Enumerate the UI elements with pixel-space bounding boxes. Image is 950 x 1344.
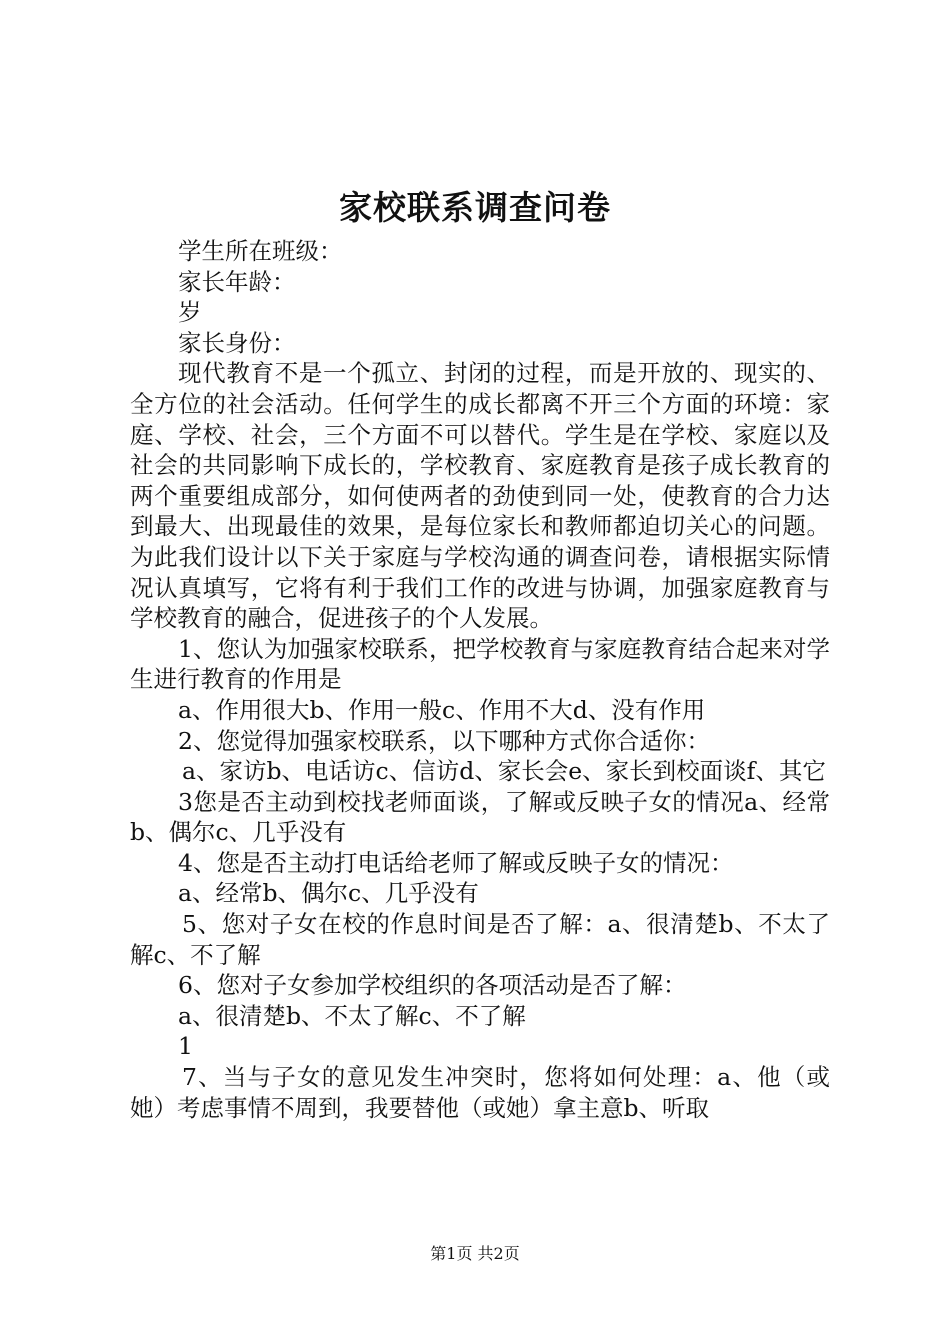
question-1-options: a、作用很大b、作用一般c、作用不大d、没有作用 <box>178 695 706 724</box>
question-7: 7、当与子女的意见发生冲突时，您将如何处理：a、他（或她）考虑事情不周到，我要替他（或她）拿主意b、听取 <box>130 1063 830 1122</box>
question-2: 2、您觉得加强家校联系，以下哪种方式你合适你： <box>178 726 710 755</box>
document-body <box>130 236 830 1123</box>
question-5: 5、您对子女在校的作息时间是否了解：a、很清楚b、不太了解c、不了解 <box>130 910 830 969</box>
question-6-options: a、很清楚b、不太了解c、不了解 <box>178 1001 526 1030</box>
question-2-options: a、家访b、电话访c、信访d、家长会e、家长到校面谈f、其它 <box>182 757 826 786</box>
question-4-options: a、经常b、偶尔c、几乎没有 <box>178 879 479 908</box>
inline-page-number: 1 <box>178 1032 193 1061</box>
field-parent-age: 家长年龄： <box>178 267 296 296</box>
page-footer: 第1页 共2页 <box>430 1244 520 1263</box>
question-3: 3您是否主动到校找老师面谈，了解或反映子女的情况a、经常b、偶尔c、几乎没有 <box>130 787 830 847</box>
question-4: 4、您是否主动打电话给老师了解或反映子女的情况： <box>178 848 734 877</box>
question-1: 1、您认为加强家校联系，把学校教育与家庭教育结合起来对学生进行教育的作用是 <box>130 634 830 694</box>
field-age-unit: 岁 <box>178 298 202 327</box>
field-parent-identity: 家长身份： <box>178 328 296 357</box>
field-class: 学生所在班级： <box>178 237 343 265</box>
intro-paragraph: 现代教育不是一个孤立、封闭的过程，而是开放的、现实的、全方位的社会活动。任何学生的成长都离不开三个方面的环境：家庭、学校、社会，三个方面不可以替代。学生是在学校、家庭以及社会的共同影响下成长的，学校教育、家庭教育是孩子成长教育的两个重要组成部分，如何使两者的劲使到同一处，使教育的合力达到最大、出现最佳的效果，是每位家长和教师都迫切关心的问题。为此我们设计以下关于家庭与学校沟通的调查问卷，请根据实际情况认真填写，它将有利于我们工作的改进与协调，加强家庭教育与学校教育的融合，促进孩子的个人发展。 <box>130 359 830 633</box>
question-6: 6、您对子女参加学校组织的各项活动是否了解： <box>178 971 687 1000</box>
document-title: 家校联系调查问卷 <box>339 188 611 227</box>
